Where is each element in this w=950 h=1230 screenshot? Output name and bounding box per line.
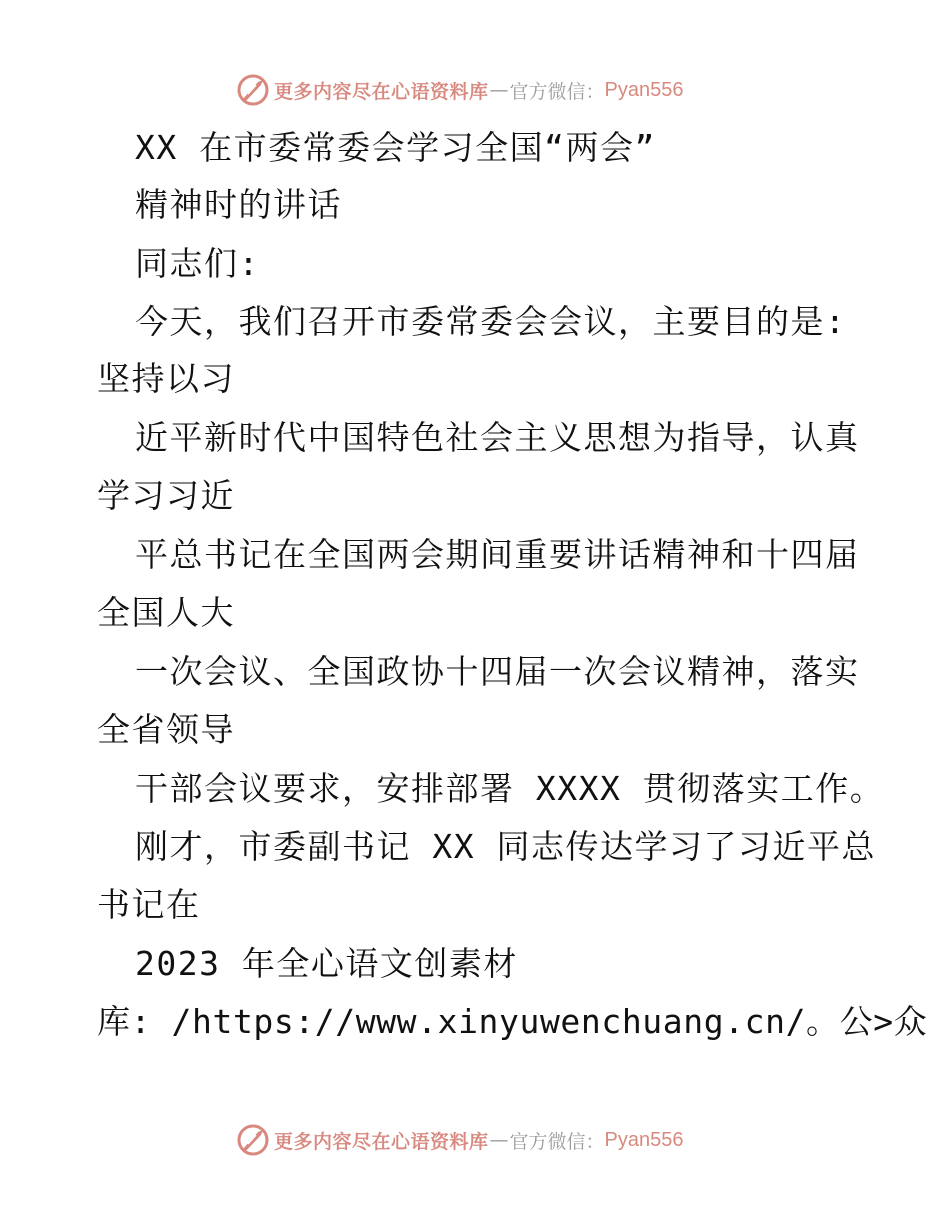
paragraph-line: 书记在 — [97, 885, 201, 924]
watermark-dash: — — [489, 1129, 509, 1151]
watermark-text: 更多内容尽在心语资料库 — [274, 80, 489, 103]
paragraph-line: 平总书记在全国两会期间重要讲话精神和十四届 — [135, 535, 860, 574]
salutation: 同志们: — [135, 244, 260, 283]
quill-pen-logo-icon — [236, 73, 270, 107]
watermark-official-label: 官方微信： — [509, 80, 605, 103]
paragraph-line: 学习习近 — [97, 476, 235, 515]
paragraph-line: 坚持以习 — [97, 359, 235, 398]
watermark-text: 更多内容尽在心语资料库 — [274, 1130, 489, 1153]
paragraph-line: 全省领导 — [97, 710, 235, 749]
paragraph-line-url: 库: /https://www.xinyuwenchuang.cn/。公>众 — [97, 1002, 928, 1041]
paragraph-line: 近平新时代中国特色社会主义思想为指导，认真 — [135, 418, 860, 457]
watermark-dash: — — [489, 79, 509, 101]
watermark-account-id: Pyan556 — [604, 78, 684, 101]
paragraph-line: 干部会议要求，安排部署 XXXX 贯彻落实工作。 — [135, 769, 885, 808]
paragraph-line: 一次会议、全国政协十四届一次会议精神，落实 — [135, 652, 860, 691]
watermark-banner-top — [236, 73, 684, 107]
paragraph-line: 今天，我们召开市委常委会会议，主要目的是: — [135, 302, 847, 341]
document-title-line1: XX 在市委常委会学习全国“两会” — [135, 128, 656, 167]
paragraph-line: 2023 年全心语文创素材 — [135, 944, 518, 983]
quill-pen-logo-icon — [236, 1123, 270, 1157]
watermark-official-label: 官方微信： — [509, 1130, 605, 1153]
watermark-banner-bottom — [236, 1123, 684, 1157]
document-title-line2: 精神时的讲话 — [135, 185, 342, 224]
paragraph-line: 刚才，市委副书记 XX 同志传达学习了习近平总 — [135, 827, 876, 866]
paragraph-line: 全国人大 — [97, 593, 235, 632]
watermark-account-id: Pyan556 — [604, 1128, 684, 1151]
